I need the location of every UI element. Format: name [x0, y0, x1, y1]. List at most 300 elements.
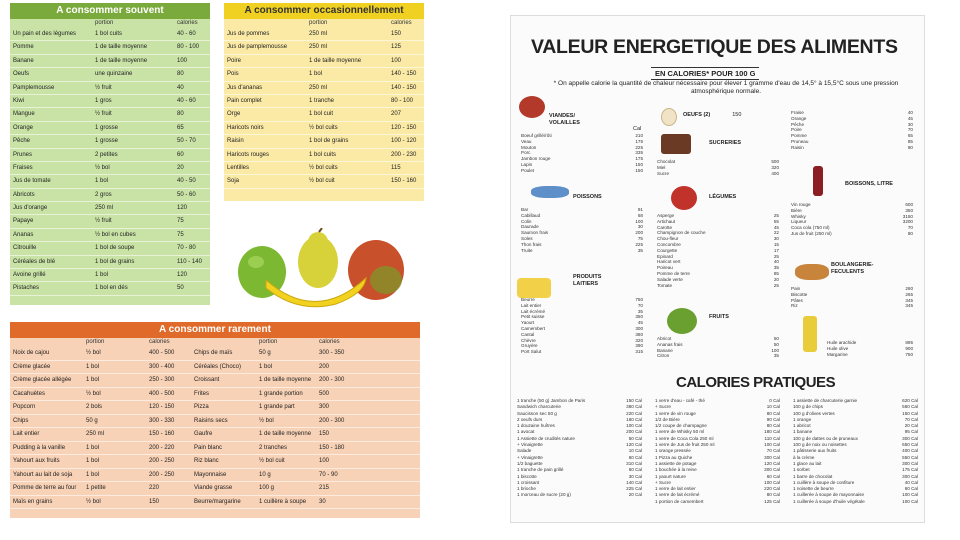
food-calories: 200 - 230 [391, 151, 417, 158]
item-calories: 68 [637, 212, 643, 218]
item-calories: 380 [635, 331, 643, 337]
list-huiles [827, 340, 913, 357]
item-calories: 30 [637, 224, 643, 230]
item-name: Salade verte [657, 276, 683, 282]
food-portion: 1 de taille moyenne [95, 57, 148, 64]
item-name: Camembert [521, 325, 545, 331]
item-calories: 30 Cal [628, 473, 642, 479]
item-calories: 60 Cal [766, 473, 780, 479]
item-calories: 65 [907, 133, 913, 139]
item-calories: 30 [907, 121, 913, 127]
food-calories: 150 - 160 [149, 431, 175, 437]
item-calories: 40 [773, 259, 779, 265]
section-fruits: FRUITS [709, 314, 729, 320]
table-row [224, 122, 424, 135]
food-name: Ananas [13, 231, 34, 238]
food-calories: 120 [177, 272, 188, 279]
item-calories: 80 [907, 144, 913, 150]
item-name: Cabillaud [521, 212, 541, 218]
item-name: Tomate [657, 282, 673, 288]
food-portion: 1 bol [259, 363, 273, 370]
food-calories: 115 [391, 164, 401, 171]
food-calories: 500 [319, 390, 330, 397]
table-row [10, 496, 420, 510]
oeufs-value: 150 [732, 112, 742, 118]
item-name: Lait écrémé [521, 308, 546, 314]
table-row [224, 135, 424, 148]
table-row [10, 256, 210, 269]
item-calories: 70 [907, 127, 913, 133]
food-name: Banane [13, 57, 34, 64]
energy-value-poster [510, 15, 925, 523]
item-name: Chocolat [657, 159, 676, 164]
food-name: Gaufre [194, 431, 213, 437]
item-name: 1 croissant [517, 479, 540, 485]
item-calories: 350 [635, 314, 643, 320]
food-portion: 1 bol [309, 71, 323, 78]
food-name: Pêche [13, 138, 31, 145]
food-portion: 1 bol [86, 458, 100, 464]
item-name: 1 verre d'eau - café - thé [655, 398, 705, 403]
item-name: 1 morceau de sucre (20 g) [517, 492, 571, 498]
item-calories: 225 [635, 241, 643, 247]
food-portion: 1 bol [86, 444, 100, 451]
table-row [10, 215, 210, 228]
item-calories: 210 [635, 133, 643, 138]
food-portion: ½ bol [86, 350, 101, 356]
item-name: Courgette [657, 247, 678, 253]
item-calories: 90 Cal [766, 416, 780, 422]
item-calories: 150 [635, 161, 643, 167]
item-name: Liqueur [791, 219, 807, 225]
item-name: Beurre [521, 297, 535, 302]
fish-icon [531, 186, 569, 198]
section-sucreries: SUCRERIES [709, 140, 742, 146]
item-name: Riz [791, 303, 798, 309]
item-calories: 200 [635, 230, 643, 236]
food-name: Jus d'orange [13, 205, 48, 212]
cheese-icon [517, 278, 551, 298]
item-name: + Sucre [655, 479, 671, 485]
list-legumes [657, 213, 779, 288]
list-item [517, 492, 642, 498]
column-portion: portion [95, 20, 114, 26]
item-calories: 220 Cal [764, 486, 780, 492]
food-portion: 50 g [86, 417, 98, 424]
table-row [10, 442, 420, 456]
food-calories: 400 - 500 [149, 350, 175, 356]
item-name: 1/2 coupe de champagne [655, 423, 707, 429]
item-name: + Vinaigrette [517, 454, 543, 460]
item-calories: 100 Cal [902, 498, 918, 504]
item-name: Pomme [791, 133, 807, 139]
section-boulangerie: BOULANGERIE-FECULENTS [831, 262, 874, 275]
food-name: Prunes [13, 151, 33, 158]
food-name: Pain blanc [194, 444, 223, 451]
food-name: Jus de pamplemousse [227, 44, 288, 51]
section-legumes: LÉGUMES [709, 194, 737, 200]
food-calories: 300 [319, 404, 330, 410]
list-boulangerie [791, 286, 913, 309]
food-portion: 1 bol [86, 377, 100, 383]
food-calories: 300 - 330 [149, 417, 175, 424]
item-calories: 300 Cal [902, 473, 918, 479]
item-calories: 225 Cal [626, 486, 642, 492]
table-row [10, 388, 420, 402]
item-calories: 80 Cal [766, 492, 780, 498]
item-name: 1 verre de Whisky 50 ml [655, 429, 705, 435]
item-calories: 17 [773, 247, 779, 253]
item-name: Chèvre [521, 337, 536, 343]
table-row [10, 242, 210, 255]
table-row [10, 482, 420, 496]
food-portion: 1 bol [86, 363, 100, 370]
item-name: 1 bouchée à la reine [655, 467, 697, 473]
food-portion: 250 ml [86, 431, 105, 437]
item-calories: 25 [773, 213, 779, 218]
item-calories: 85 [773, 270, 779, 276]
item-calories: 75 [637, 235, 643, 241]
table-row [10, 135, 210, 148]
list-boissons [791, 202, 913, 237]
food-portion: 2 gros [95, 191, 112, 198]
food-name: Lait entier [13, 431, 40, 437]
food-name: Pizza [194, 404, 209, 410]
food-calories: 65 [177, 124, 184, 131]
food-portion: ½ bol [259, 417, 274, 424]
food-calories: 300 - 350 [319, 350, 345, 356]
food-name: Céréales (Choco) [194, 363, 242, 370]
item-name: + Sucre [655, 404, 671, 410]
item-calories: 10 Cal [628, 448, 642, 454]
food-name: Haricots rouges [227, 151, 270, 158]
item-name: Poulet [521, 167, 535, 173]
item-name: Petit suisse [521, 314, 545, 320]
item-calories: 300 [635, 325, 643, 331]
list-fruits-2 [791, 110, 913, 151]
table-occasion-title: A consommer occasionnellement [224, 3, 424, 19]
food-name: Popcorn [13, 404, 36, 410]
item-calories: 50 [773, 341, 779, 347]
food-name: Lentilles [227, 164, 250, 171]
food-name: Un pain et des légumes [13, 31, 77, 37]
table-row [10, 269, 210, 282]
item-calories: 100 Cal [764, 479, 780, 485]
food-portion: 2 petites [95, 151, 118, 158]
item-name: 1 douzaine huîtres [517, 423, 555, 429]
food-portion: 1 de taille moyenne [259, 377, 312, 383]
item-calories: 20 [773, 276, 779, 282]
item-name: Ananas frais [657, 341, 683, 347]
food-calories: 200 - 300 [319, 377, 345, 383]
table-row [224, 55, 424, 68]
oil-bottle-icon [803, 316, 817, 352]
food-name: Pain complet [227, 97, 262, 104]
item-calories: 260 [905, 286, 913, 291]
item-name: 1 verre de Jus de fruit 250 ml [655, 442, 715, 448]
item-calories: 40 [907, 110, 913, 115]
poster-note: * On appelle calorie la quantité de chaleur nécessaire pour élever 1 gramme d'eau de 14,5° à 15,5°C sous une pression atmosphérique normale. [553, 80, 899, 95]
item-calories: 225 [635, 144, 643, 150]
meat-icon [519, 96, 545, 118]
item-calories: 80 Cal [766, 423, 780, 429]
item-name: Yaourt [521, 320, 535, 326]
food-portion: 1 bol [86, 471, 100, 478]
poster-title: VALEUR ENERGETIQUE DES ALIMENTS [531, 36, 898, 58]
food-name: Pomme de terre au four [13, 485, 77, 491]
food-calories: 50 [177, 285, 184, 292]
item-name: 1 glace au lait [793, 460, 822, 466]
food-name: Croissant [194, 377, 220, 383]
food-portion: 1 de taille moyenne [309, 57, 362, 64]
item-calories: 30 [773, 236, 779, 242]
food-portion: 1 cuillère à soupe [259, 498, 307, 505]
item-calories: 25 [773, 253, 779, 259]
item-calories: 120 Cal [764, 460, 780, 466]
item-name: Saumon frais [521, 230, 549, 236]
item-name: Colin [521, 218, 532, 224]
pratiques-column-1 [517, 398, 642, 499]
table-souvent-rows [10, 28, 210, 296]
item-calories: 45 [907, 115, 913, 121]
food-portion: une quinzaine [95, 71, 133, 78]
item-calories: 15 [773, 241, 779, 247]
item-name: 1 cuillerée à soupe d'huile végétale [793, 498, 865, 504]
food-portion: 250 ml [309, 44, 328, 51]
food-portion: 1 bol [95, 272, 109, 279]
item-name: 1 portion de camembert [655, 498, 704, 504]
item-name: Fraise [791, 110, 804, 115]
food-calories: 200 [319, 363, 330, 370]
item-name: Sandwich charcuterie [517, 404, 561, 410]
food-name: Abricots [13, 191, 35, 198]
food-name: Pois [227, 71, 239, 78]
food-portion: 250 ml [309, 84, 328, 91]
item-calories: 70 Cal [904, 416, 918, 422]
item-calories: 315 [635, 349, 643, 355]
food-name: Pudding à la vanille [13, 444, 66, 451]
food-calories: 50 - 60 [177, 191, 196, 198]
item-name: Whisky [791, 213, 806, 219]
item-calories: 390 [635, 343, 643, 349]
list-item [521, 349, 643, 355]
item-calories: 650 Cal [902, 442, 918, 448]
item-name: Raisin [791, 144, 804, 150]
food-calories: 215 [319, 485, 330, 491]
item-name: 1 orange [793, 416, 812, 422]
table-row [10, 162, 210, 175]
item-name: Concombre [657, 241, 681, 247]
food-portion: 1 bol cuit [309, 111, 334, 118]
section-viandes: VIANDES/ VOLAILLES [549, 113, 580, 126]
item-name: 1/2 de Bière [655, 416, 680, 422]
item-calories: 160 Cal [626, 416, 642, 422]
table-rarement-rows [10, 347, 420, 509]
section-boissons: BOISSONS, LITRE [845, 181, 893, 187]
item-name: 1 barre de chocolat [793, 473, 833, 479]
food-name: Oeufs [13, 71, 30, 78]
food-name: Crème glacée [13, 363, 51, 370]
item-name: Boeuf grillé/rôti [521, 133, 552, 138]
food-name: Chips [13, 417, 29, 424]
food-portion: 1 bol en dés [95, 285, 128, 292]
food-portion: 1 bol de grains [309, 138, 349, 145]
food-calories: 220 [149, 485, 160, 491]
item-calories: 600 [905, 202, 913, 207]
item-calories: 345 [905, 303, 913, 309]
pratiques-column-3 [793, 398, 918, 505]
item-name: Pomme de terre [657, 270, 690, 276]
item-name: 100 g d'olives vertes [793, 410, 835, 416]
food-name: Kiwi [13, 97, 25, 104]
item-name: 1 Pizza au Quiche [655, 454, 693, 460]
food-portion: 250 ml [95, 205, 114, 212]
item-name: 1 Assiette de crudités nature [517, 435, 575, 441]
food-portion: 1 bol cuits [95, 31, 123, 37]
item-name: Pain [791, 286, 801, 291]
food-name: Jus de pommes [227, 31, 270, 37]
table-row [10, 122, 210, 135]
food-calories: 80 [177, 111, 184, 118]
item-name: + Vinaigrette [517, 442, 543, 448]
food-portion: 250 ml [309, 31, 328, 37]
item-calories: 175 [635, 156, 643, 162]
item-calories: 345 [905, 297, 913, 303]
food-portion: ½ fruit [95, 84, 112, 91]
food-portion: 1 grande part [259, 404, 295, 410]
item-name: Pêche [791, 121, 805, 127]
column-portion-2: portion [259, 339, 278, 345]
item-name: Vin rouge [791, 202, 811, 207]
food-portion: ½ fruit [95, 111, 112, 118]
food-name: Yahourt au lait de soja [13, 471, 73, 478]
item-name: 1 verre de Coca Cola 250 ml [655, 435, 714, 441]
item-calories: 300 Cal [902, 460, 918, 466]
item-calories: 750 [905, 351, 913, 357]
table-row [224, 68, 424, 81]
calories-pratiques-title: CALORIES PRATIQUES [676, 374, 836, 391]
item-calories: 3150 [902, 213, 913, 219]
item-name: à la crème [793, 454, 815, 460]
item-name: 1 banane [793, 429, 813, 435]
food-name: Orange [13, 124, 34, 131]
fruit-illustration [236, 228, 408, 312]
item-calories: 300 Cal [902, 435, 918, 441]
item-name: 1 sorbet [793, 467, 810, 473]
food-portion: ½ bol cuits [309, 164, 338, 171]
list-item [827, 352, 913, 358]
food-name: Jus de tomate [13, 178, 51, 185]
item-calories: 100 Cal [902, 492, 918, 498]
food-name: Fraises [13, 164, 33, 171]
item-calories: 80 Cal [766, 410, 780, 416]
food-calories: 80 - 100 [177, 44, 200, 51]
item-calories: 400 Cal [902, 448, 918, 454]
food-calories: 150 [391, 31, 402, 37]
item-calories: 35 [637, 247, 643, 253]
food-name: Orge [227, 111, 241, 118]
food-calories: 40 [177, 84, 184, 91]
item-calories: 180 Cal [764, 429, 780, 435]
list-laitiers [521, 297, 643, 355]
list-item [521, 168, 643, 174]
food-calories: 200 - 300 [319, 417, 345, 424]
food-name: Avoine grillé [13, 272, 46, 279]
list-item [791, 231, 913, 237]
food-portion: ½ fruit [95, 218, 112, 225]
item-name: Biscotte [791, 291, 808, 297]
column-portion: portion [86, 339, 105, 345]
table-row [10, 28, 210, 41]
food-calories: 120 - 150 [391, 124, 417, 131]
item-name: Artichaut [657, 218, 676, 224]
food-portion: ½ bol [95, 164, 110, 171]
food-name: Jus d'ananas [227, 84, 263, 91]
item-calories: 110 Cal [764, 435, 780, 441]
food-calories: 100 [177, 57, 188, 64]
food-calories: 75 [177, 218, 184, 225]
food-calories: 80 - 100 [391, 97, 414, 104]
food-calories: 40 - 60 [177, 31, 196, 37]
item-calories: 220 Cal [626, 410, 642, 416]
food-name: Cacahuètes [13, 390, 46, 397]
food-calories: 125 [391, 44, 402, 51]
section-produits-laitiers: PRODUITS LAITIERS [573, 274, 602, 287]
item-name: 1 avocat [517, 429, 535, 435]
food-name: Beurre/margarine [194, 498, 241, 505]
item-calories: 320 [635, 337, 643, 343]
item-name: Jambon rouge [521, 156, 551, 162]
item-name: Banane [657, 347, 673, 353]
item-name: 1 assiette de potage [655, 460, 697, 466]
poster-subtitle: EN CALORIES* POUR 100 G [651, 67, 759, 80]
item-name: Saucisson sec 50 g [517, 410, 557, 416]
item-name: 1 verre de lait écrémé [655, 492, 700, 498]
table-row [10, 189, 210, 202]
item-calories: 55 [773, 218, 779, 224]
table-row [10, 108, 210, 121]
item-name: 100 g de dattes ou de pruneaux [793, 435, 858, 441]
list-item [657, 171, 779, 177]
item-name: Abricot [657, 336, 672, 341]
item-name: Margarine [827, 351, 848, 357]
item-calories: 70 [907, 225, 913, 231]
food-portion: 1 bol de soupe [95, 245, 135, 252]
food-portion: 1 grande portion [259, 390, 303, 397]
list-item [793, 499, 918, 505]
item-name: Poireau [657, 265, 673, 271]
food-calories: 120 [177, 205, 188, 212]
food-calories: 100 [319, 458, 330, 464]
item-calories: 50 Cal [628, 435, 642, 441]
food-calories: 140 - 150 [391, 71, 417, 78]
table-row [224, 28, 424, 41]
table-row [10, 82, 210, 95]
food-calories: 150 - 160 [391, 178, 417, 185]
item-name: Cantal [521, 331, 535, 337]
item-calories: 10 Cal [766, 404, 780, 410]
item-calories: 300 Cal [764, 454, 780, 460]
food-name: Pomme [13, 44, 34, 51]
food-calories: 400 - 500 [149, 390, 175, 397]
bottles-icon [813, 166, 823, 196]
food-portion: 1 grosse [95, 138, 119, 145]
item-name: Carotte [657, 224, 673, 230]
item-calories: 35 [637, 308, 643, 314]
item-name: Soles [521, 235, 533, 241]
item-name: Haricot vert [657, 259, 681, 265]
item-name: Huile arachide [827, 340, 857, 345]
